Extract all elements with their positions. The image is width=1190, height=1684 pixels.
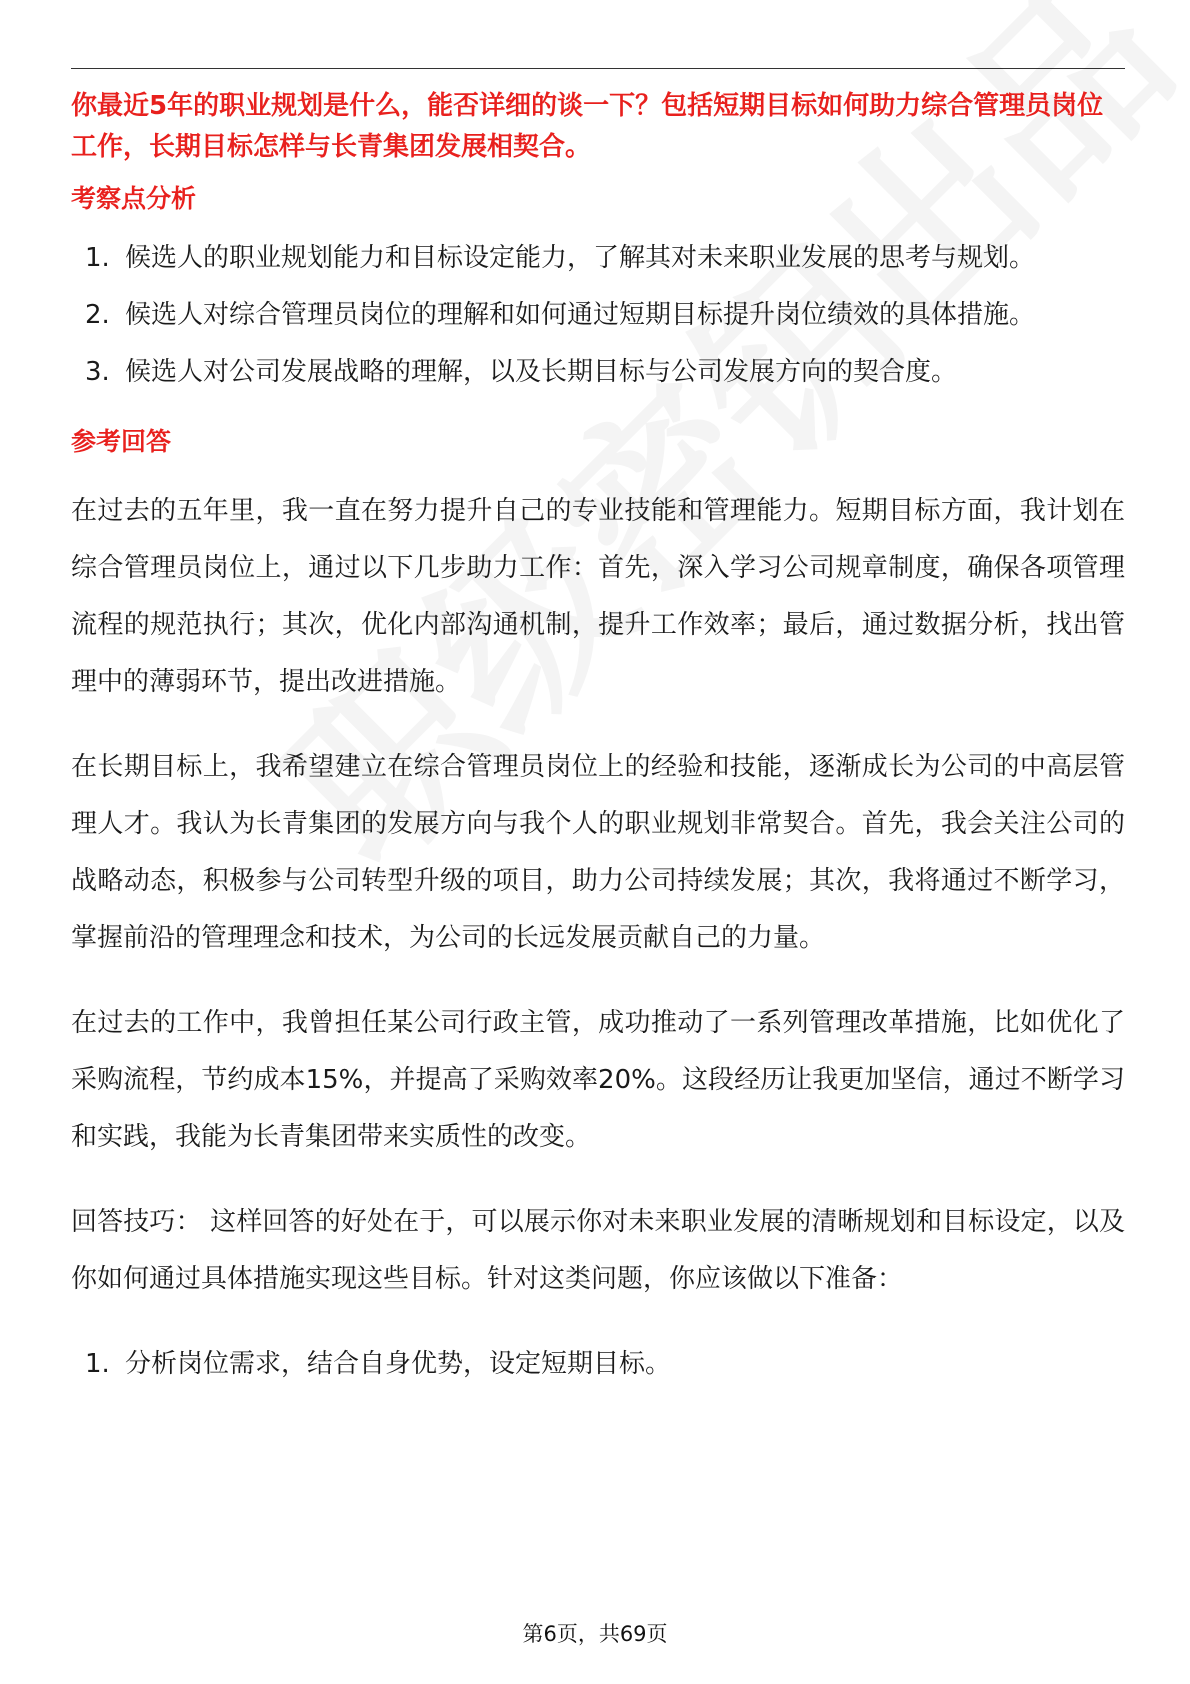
list-item-text: 候选人对公司发展战略的理解，以及长期目标与公司发展方向的契合度。 — [125, 357, 958, 387]
list-item-text: 候选人的职业规划能力和目标设定能力，了解其对未来职业发展的思考与规划。 — [125, 243, 1036, 273]
tips-list — [71, 1336, 1125, 1393]
tips-paragraph: 回答技巧： 这样回答的好处在于，可以展示你对未来职业发展的清晰规划和目标设定，以及你如何通过具体措施实现这些目标。针对这类问题，你应该做以下准备： — [71, 1207, 1125, 1294]
analysis-heading: 考察点分析 — [71, 184, 197, 213]
list-item-text: 分析岗位需求，结合自身优势，设定短期目标。 — [125, 1349, 672, 1379]
page-number: 第6页，共69页 — [522, 1622, 668, 1646]
list-item-text: 候选人对综合管理员岗位的理解和如何通过短期目标提升岗位绩效的具体措施。 — [125, 300, 1036, 330]
header-rule — [71, 68, 1125, 69]
list-item — [71, 287, 1125, 344]
list-item-number: 1. — [85, 1349, 110, 1379]
document-body — [71, 86, 1125, 1393]
list-item — [71, 344, 1125, 401]
list-item-number: 1. — [85, 243, 110, 273]
answer-paragraph: 在长期目标上，我希望建立在综合管理员岗位上的经验和技能，逐渐成长为公司的中高层管理人才。我认为长青集团的发展方向与我个人的职业规划非常契合。首先，我会关注公司的战略动态，积极参与公司转型升级的项目，助力公司持续发展；其次，我将通过不断学习，掌握前沿的管理理念和技术，为公司的长远发展贡献自己的力量。 — [71, 752, 1125, 953]
list-item-number: 2. — [85, 300, 110, 330]
list-item — [71, 230, 1125, 287]
question-title: 你最近5年的职业规划是什么，能否详细的谈一下？包括短期目标如何助力综合管理员岗位工作，长期目标怎样与长青集团发展相契合。 — [71, 91, 1104, 162]
analysis-list — [71, 230, 1125, 401]
answer-heading: 参考回答 — [71, 427, 172, 456]
list-item-number: 3. — [85, 357, 110, 387]
list-item — [71, 1336, 1125, 1393]
answer-paragraph: 在过去的工作中，我曾担任某公司行政主管，成功推动了一系列管理改革措施，比如优化了采购流程，节约成本15%，并提高了采购效率20%。这段经历让我更加坚信，通过不断学习和实践，我能为长青集团带来实质性的改变。 — [71, 1008, 1125, 1152]
answer-paragraph: 在过去的五年里，我一直在努力提升自己的专业技能和管理能力。短期目标方面，我计划在综合管理员岗位上，通过以下几步助力工作：首先，深入学习公司规章制度，确保各项管理流程的规范执行；其次，优化内部沟通机制，提升工作效率；最后，通过数据分析，找出管理中的薄弱环节，提出改进措施。 — [71, 496, 1125, 697]
